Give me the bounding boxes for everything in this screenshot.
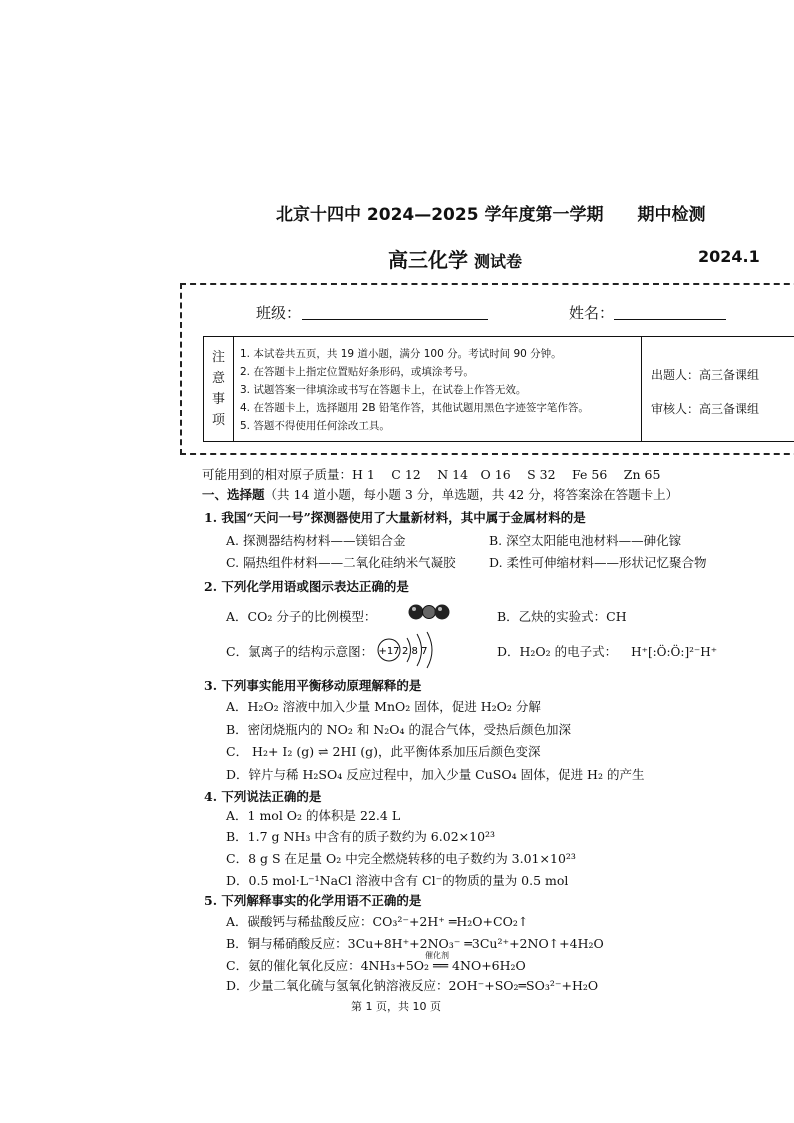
q4-option-b[interactable]: B．1.7 g NH₃ 中含有的质子数约为 6.02×10²³	[226, 829, 496, 844]
notice-item: 2. 在答题卡上指定位置贴好条形码，或填涂考号。	[240, 366, 474, 378]
question-1-stem: 1. 我国“天问一号”探测器使用了大量新材料，其中属于金属材料的是	[204, 510, 586, 525]
q5-option-d[interactable]: D．少量二氧化硫与氢氧化钠溶液反应：2OH⁻+SO₂═SO₃²⁻+H₂O	[226, 978, 599, 993]
school-term: 北京十四中 2024—2025 学年度第一学期	[276, 205, 604, 225]
q2-option-c[interactable]	[226, 643, 373, 661]
subject-main: 高三化学	[388, 248, 468, 272]
atomic-masses: 可能用到的相对原子质量：H 1 C 12 N 14 O 16 S 32 Fe 56 Zn 65	[202, 467, 661, 482]
co2-model-icon	[407, 603, 451, 621]
name-field[interactable]	[614, 318, 726, 320]
q2-option-a-text: A．CO₂ 分子的比例模型：	[226, 609, 377, 624]
notice-heading-char: 注	[211, 350, 225, 365]
section-title	[202, 486, 678, 504]
q3-option-d[interactable]: D．锌片与稀 H₂SO₄ 反应过程中，加入少量 CuSO₄ 固体，促进 H₂ 的产生	[226, 767, 645, 782]
school-title	[276, 200, 705, 225]
subject-sub: 测试卷	[474, 252, 523, 271]
q2-option-d[interactable]	[497, 643, 717, 661]
exam-date: 2024.1	[698, 247, 760, 266]
notice-list	[240, 345, 589, 435]
reviewer-label: 审核人：高三备课组	[651, 402, 760, 416]
question-3-stem: 3. 下列事实能用平衡移动原理解释的是	[204, 678, 422, 693]
notice-heading	[204, 337, 234, 441]
q2-option-c-text: C．氯离子的结构示意图：	[226, 644, 374, 659]
section-heading: 一、选择题	[202, 487, 265, 502]
q3-option-a[interactable]: A．H₂O₂ 溶液中加入少量 MnO₂ 固体，促进 H₂O₂ 分解	[226, 699, 541, 714]
q1-option-d[interactable]: D. 柔性可伸缩材料——形状记忆聚合物	[489, 555, 707, 570]
q2-option-a[interactable]	[226, 608, 376, 626]
author-label: 出题人：高三备课组	[651, 368, 760, 382]
notice-item: 5. 答题不得使用任何涂改工具。	[240, 420, 390, 432]
q2-option-b[interactable]: B．乙炔的实验式：CH	[497, 609, 627, 624]
notice-item: 4. 在答题卡上，选择题用 2B 铅笔作答，其他试题用黑色字迹签字笔作答。	[240, 402, 589, 414]
q1-option-c[interactable]: C. 隔热组件材料——二氧化硅纳米气凝胶	[226, 555, 456, 570]
class-field[interactable]	[302, 318, 488, 320]
subject-title	[388, 244, 522, 273]
chloride-ion-diagram-icon	[374, 630, 444, 670]
q4-option-a[interactable]: A．1 mol O₂ 的体积是 22.4 L	[226, 808, 401, 823]
notice-heading-char: 事	[211, 392, 225, 407]
notice-heading-char: 意	[211, 371, 225, 386]
q3-option-c[interactable]: C． H₂+ I₂ (g) ⇌ 2HI (g)，此平衡体系加压后颜色变深	[226, 744, 541, 759]
q2-option-d-text: D．H₂O₂ 的电子式：	[497, 644, 618, 659]
page-footer: 第 1 页，共 10 页	[351, 1000, 441, 1013]
class-label: 班级：	[256, 304, 302, 322]
notice-heading-char: 项	[211, 413, 225, 428]
electron-shells-label: 2 8 7	[402, 646, 428, 657]
catalyst-label: 催化剂	[425, 951, 449, 960]
notice-item: 1. 本试卷共五页，共 19 道小题，满分 100 分。考试时间 90 分钟。	[240, 348, 562, 360]
question-4-stem: 4. 下列说法正确的是	[204, 789, 322, 804]
q4-option-d[interactable]: D．0.5 mol·L⁻¹NaCl 溶液中含有 Cl⁻的物质的量为 0.5 mol	[226, 873, 569, 888]
name-label: 姓名：	[569, 304, 615, 322]
exam-type: 期中检测	[637, 205, 706, 225]
q1-option-b[interactable]: B. 深空太阳能电池材料——砷化镓	[489, 533, 682, 548]
notice-divider	[641, 337, 642, 441]
q4-option-c[interactable]: C．8 g S 在足量 O₂ 中完全燃烧转移的电子数约为 3.01×10²³	[226, 851, 576, 866]
question-5-stem: 5. 下列解释事实的化学用语不正确的是	[204, 893, 422, 908]
notice-table	[203, 336, 794, 442]
q5-option-c[interactable]: C．氨的催化氧化反应：4NH₃+5O₂ ══ 4NO+6H₂O	[226, 958, 526, 973]
nucleus-label: +17	[378, 646, 400, 657]
q5-option-b[interactable]: B．铜与稀硝酸反应：3Cu+8H⁺+2NO₃⁻ ═3Cu²⁺+2NO↑+4H₂O	[226, 936, 604, 951]
question-2-stem: 2. 下列化学用语或图示表达正确的是	[204, 579, 409, 594]
q3-option-b[interactable]: B．密闭烧瓶内的 NO₂ 和 N₂O₄ 的混合气体，受热后颜色加深	[226, 722, 571, 737]
notice-item: 3. 试题答案一律填涂或书写在答题卡上，在试卷上作答无效。	[240, 384, 527, 396]
section-description: （共 14 道小题，每小题 3 分，单选题，共 42 分，将答案涂在答题卡上）	[264, 487, 679, 502]
h2o2-electron-formula: H⁺[:Ö:Ö:]²⁻H⁺	[631, 645, 718, 659]
q1-option-a[interactable]: A. 探测器结构材料——镁铝合金	[226, 533, 406, 548]
q5-option-a[interactable]: A．碳酸钙与稀盐酸反应：CO₃²⁻+2H⁺ ═H₂O+CO₂↑	[226, 914, 529, 929]
